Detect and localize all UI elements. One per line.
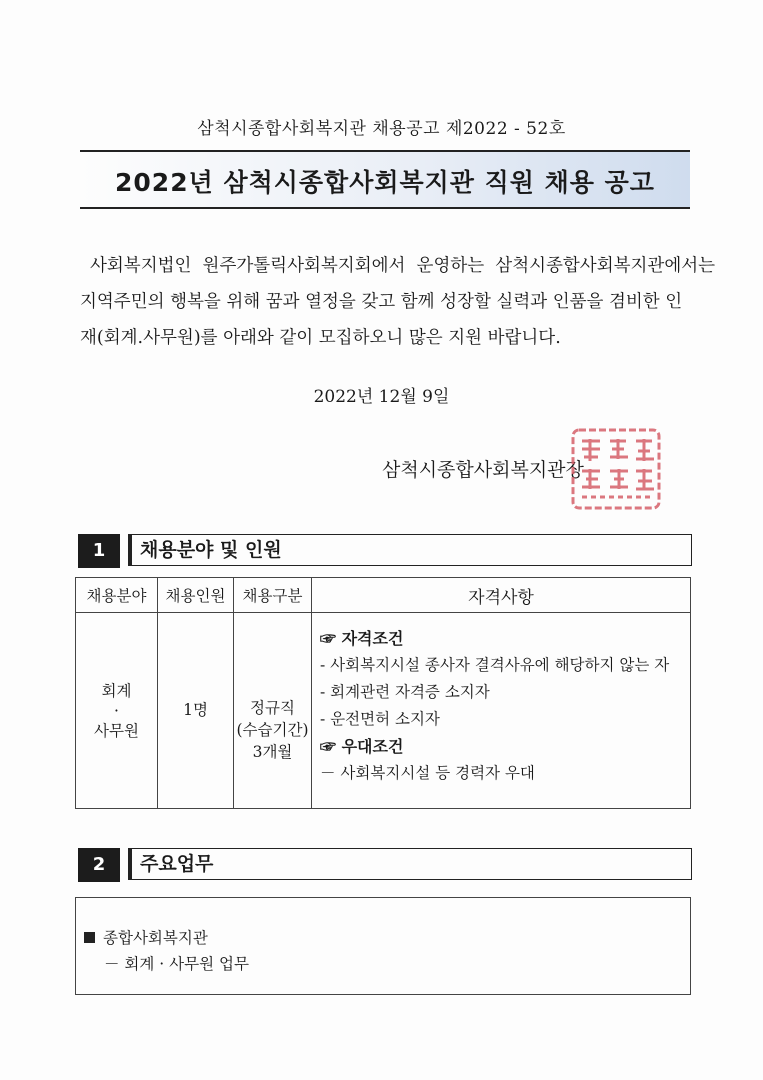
preference-item: － 사회복지시설 등 경력자 우대 <box>320 764 535 782</box>
column-header: 채용인원 <box>158 578 234 613</box>
qualification-item: - 사회복지시설 종사자 결격사유에 해당하지 않는 자 <box>320 656 670 674</box>
notice-number: 삼척시종합사회복지관 채용공고 제2022 - 52호 <box>197 119 566 139</box>
section-2-header <box>78 848 692 882</box>
square-bullet-icon <box>84 932 95 943</box>
qualification-item: - 운전면허 소지자 <box>320 710 440 728</box>
qualification-cell <box>312 613 691 809</box>
section-1-header <box>78 534 692 568</box>
column-header: 채용분야 <box>76 578 158 613</box>
type-line: 3개월 <box>252 743 293 761</box>
column-header: 자격사항 <box>312 578 691 613</box>
recruitment-table <box>75 577 691 809</box>
qualification-heading: ☞ 자격조건 <box>320 629 404 648</box>
section-number: 2 <box>78 848 120 882</box>
table-row <box>76 613 691 809</box>
duty-subitem: － 회계 · 사무원 업무 <box>104 955 249 973</box>
notice-date: 2022년 12월 9일 <box>313 387 450 407</box>
intro-paragraph <box>80 248 716 356</box>
count-cell: 1명 <box>158 613 234 809</box>
title-banner <box>80 150 690 209</box>
field-line: 사무원 <box>94 721 139 740</box>
field-line: · <box>114 701 119 720</box>
preference-heading: ☞ 우대조건 <box>320 737 404 756</box>
duty-label: 종합사회복지관 <box>103 929 208 947</box>
section-title: 주요업무 <box>128 848 692 880</box>
duties-box <box>75 897 691 995</box>
intro-line: 재(회계.사무원)를 아래와 같이 모집하오니 많은 지원 바랍니다. <box>80 328 561 348</box>
section-title: 채용분야 및 인원 <box>128 534 692 566</box>
sender-name: 삼척시종합사회복지관장 <box>382 459 584 481</box>
intro-line: 지역주민의 행복을 위해 꿈과 열정을 갖고 함께 성장할 실력과 인품을 겸비한 인 <box>80 292 683 312</box>
type-line: 정규직 <box>250 699 295 717</box>
duty-item <box>84 926 208 948</box>
type-cell <box>234 613 312 809</box>
qualification-item: - 회계관련 자격증 소지자 <box>320 683 490 701</box>
type-line: (수습기간) <box>236 721 309 739</box>
intro-line: 사회복지법인 원주가톨릭사회복지회에서 운영하는 삼척시종합사회복지관에서는 <box>90 256 716 276</box>
field-line: 회계 <box>101 681 132 700</box>
table-header-row <box>76 578 691 613</box>
official-seal-icon <box>570 427 662 511</box>
page-title: 2022년 삼척시종합사회복지관 직원 채용 공고 <box>115 168 655 197</box>
field-cell <box>76 613 158 809</box>
section-number: 1 <box>78 534 120 568</box>
column-header: 채용구분 <box>234 578 312 613</box>
